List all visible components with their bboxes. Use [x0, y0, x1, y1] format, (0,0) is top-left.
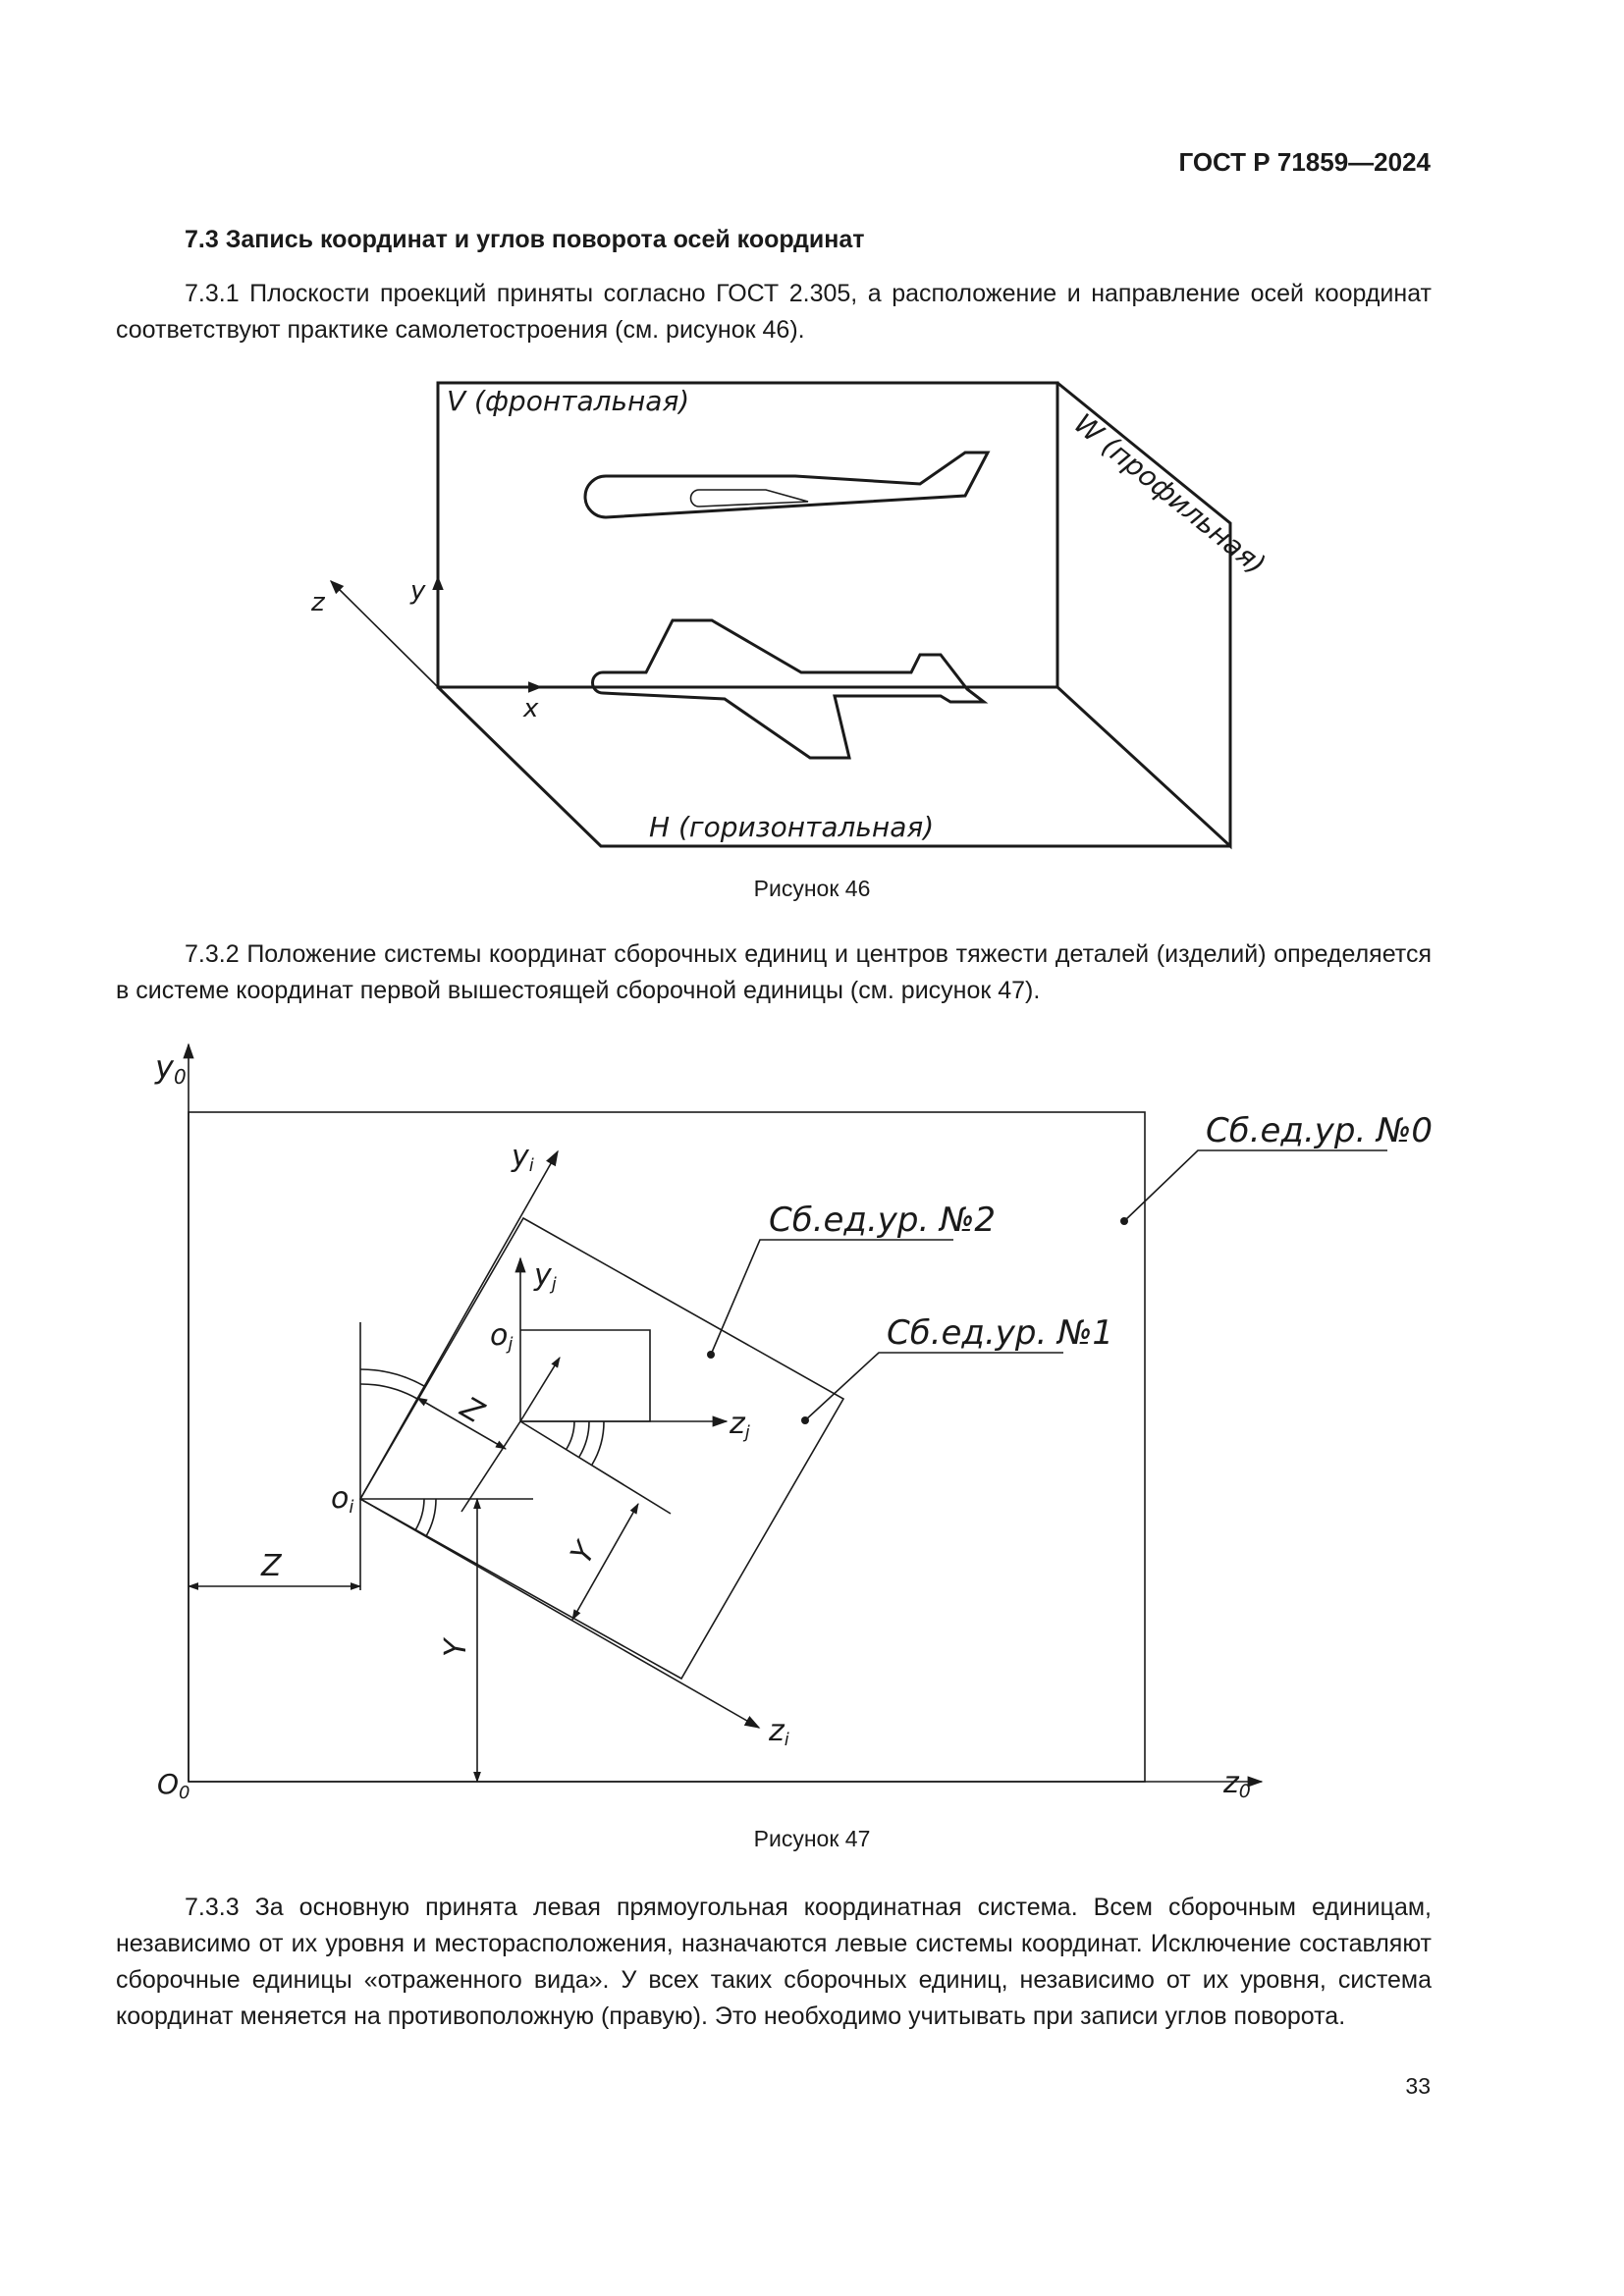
axis-zi-label: zi: [769, 1714, 789, 1750]
paragraph-7-3-1: 7.3.1 Плоскости проекций приняты согласно ГОСТ 2.305, а расположение и направление осей координат соответствуют практике самолетостроения (см. рисунок 46).: [116, 280, 1432, 344]
leader-level0: [1124, 1150, 1387, 1221]
page-number: 33: [1405, 2073, 1431, 2099]
angle-arc-oi-lower-2: [426, 1499, 436, 1536]
dimension-z-inner-label: Z: [455, 1390, 490, 1431]
angle-arc-oi-upper-1: [360, 1369, 424, 1386]
angle-arc-oi-lower-1: [415, 1499, 424, 1530]
angle-arc-oj-3: [592, 1421, 604, 1465]
leader-level1: [805, 1353, 1063, 1420]
axis-yj-label: yj: [534, 1258, 557, 1295]
figure-47-caption: Рисунок 47: [753, 1826, 871, 1851]
figure-46-projection-planes: [0, 363, 1624, 874]
leader-dot-level2: [707, 1351, 715, 1359]
assembly-level0-outline: [189, 1112, 1145, 1782]
axis-yi-label: yi: [512, 1140, 534, 1176]
axis-y0-label: y0: [155, 1048, 187, 1089]
origin-o0-label: O0: [157, 1768, 190, 1803]
label-level1: Сб.ед.ур. №1: [887, 1313, 1114, 1353]
angle-arc-oi-upper-2: [360, 1384, 417, 1399]
paragraph-7-3-2: 7.3.2 Положение системы координат сборочных единиц и центров тяжести деталей (изделий) определяется в системе координат первой вышестоящей сборочной единицы (см. рисунок 47).: [116, 940, 1432, 1004]
axis-z-label: z: [311, 588, 325, 617]
dimension-y-outer-label: Y: [439, 1638, 473, 1657]
leader-dot-level0: [1120, 1217, 1128, 1225]
axis-yj-rotated-short: [520, 1358, 560, 1421]
dimension-y-inner-label: Y: [564, 1536, 604, 1570]
origin-oi-label: oi: [331, 1481, 354, 1518]
section-title: 7.3 Запись координат и углов поворота осей координат: [185, 226, 865, 253]
label-level2: Сб.ед.ур. №2: [769, 1201, 997, 1240]
aircraft-canopy: [691, 490, 809, 507]
axis-zj-label: zj: [730, 1407, 750, 1443]
dimension-z-outer-label: Z: [261, 1549, 282, 1583]
angle-arc-oj-1: [567, 1421, 574, 1449]
axis-yi-line: [360, 1151, 558, 1499]
angle-arc-oj-2: [579, 1421, 589, 1457]
leader-dot-level1: [801, 1416, 809, 1424]
assembly-level2-outline: [360, 1218, 843, 1679]
aircraft-side-view: [593, 620, 985, 758]
label-level0: Сб.ед.ур. №0: [1206, 1111, 1434, 1150]
horizontal-plane-label: H (горизонтальная): [649, 811, 935, 843]
figure-46-caption: Рисунок 46: [753, 876, 871, 901]
oj-zi-parallel-extension: [520, 1421, 671, 1514]
axis-y-label: y: [410, 576, 426, 606]
document-number: ГОСТ Р 71859—2024: [1178, 147, 1431, 177]
paragraph-7-3-3: 7.3.3 За основную принята левая прямоугольная координатная система. Всем сборочным единицам, независимо от их уровня и месторасположения, назначаются левые системы координат. Исключение составляют сборочные единицы «отраженного вида». У всех таких сборочных единиц, независимо от их уровня, система координат меняется на противоположную (правую). Это необходимо учитывать при записи углов поворота.: [116, 1894, 1432, 2030]
figure-47-coordinate-systems: [0, 1029, 1624, 1814]
frontal-plane-label: V (фронтальная): [447, 385, 690, 417]
aircraft-top-view: [585, 453, 988, 517]
origin-oj-label: oj: [490, 1318, 514, 1355]
profile-plane-label: W (профильная): [1067, 406, 1272, 581]
assembly-level1-outline: [520, 1330, 650, 1421]
axis-zi-line: [360, 1499, 759, 1728]
axis-x-label: x: [523, 694, 539, 723]
axis-z0-label: z0: [1223, 1766, 1251, 1802]
